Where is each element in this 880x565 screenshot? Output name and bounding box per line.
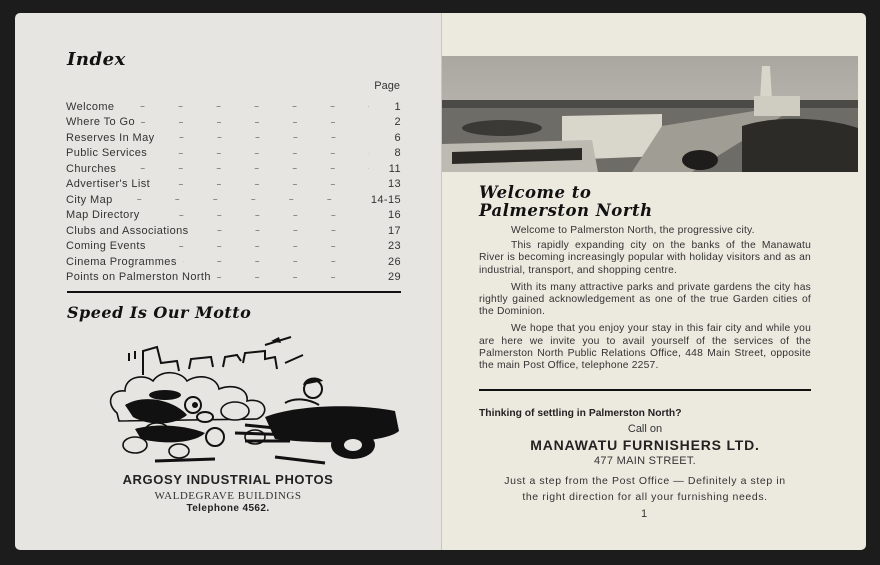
index-entry[interactable] (66, 239, 401, 255)
index-entry-page: 14-15 (370, 193, 401, 206)
index-entry-page: 23 (387, 240, 401, 253)
index-entry-page: 2 (394, 116, 401, 129)
index-entry-page: 6 (394, 131, 401, 144)
page-column-label: Page (374, 80, 400, 92)
right-page (441, 13, 866, 550)
welcome-title (479, 184, 653, 220)
leader-dashes (152, 246, 369, 247)
index-entry-page: 26 (387, 255, 401, 268)
welcome-paragraph: Welcome to Palmerston North, the progressive city. (511, 225, 755, 236)
index-entry[interactable] (66, 270, 401, 286)
index-entry[interactable] (66, 208, 401, 224)
index-entry[interactable] (66, 192, 401, 208)
advert-call-on: Call on (627, 423, 663, 435)
welcome-title-line1: Welcome to (479, 183, 592, 202)
index-entry[interactable] (66, 130, 401, 146)
section-divider (479, 389, 811, 391)
index-entry-label: Advertiser's List (66, 178, 151, 191)
index-entry-label: City Map (66, 193, 113, 206)
leader-dashes (156, 184, 369, 185)
index-entry-label: Public Services (66, 147, 148, 160)
leader-dashes (146, 215, 369, 216)
leader-dashes (119, 199, 365, 200)
welcome-paragraph: We hope that you enjoy your stay in this fair city and while you are here we invite you to avail yourself of the services of the Palmerston North Public Relations Office, 448 Main Street, opposite the main Post Office, telephone 2257. (479, 323, 811, 372)
index-entry-label: Coming Events (66, 240, 146, 253)
advert-question: Thinking of settling in Palmerston North? (479, 408, 682, 419)
index-entry[interactable] (66, 254, 401, 270)
welcome-paragraph: This rapidly expanding city on the banks of the Manawatu River is becoming increasingly popular with holiday visitors and as an industrial, transport, and shopping centre. (479, 240, 811, 276)
leader-dashes (195, 230, 369, 231)
index-entry[interactable] (66, 161, 401, 177)
city-panorama-photo (442, 56, 858, 172)
advertiser-name: MANAWATU FURNISHERS LTD. (530, 437, 760, 453)
index-title: Index (67, 49, 126, 70)
advertiser-name: ARGOSY INDUSTRIAL PHOTOS (122, 472, 334, 487)
advert-tagline-line1: Just a step from the Post Office — Definitely a step in (504, 475, 786, 487)
index-entry-page: 11 (388, 162, 401, 175)
index-entry-label: Where To Go (66, 116, 136, 129)
skyline-illustration (129, 347, 303, 375)
index-entry-label: Reserves In May (66, 131, 155, 144)
leader-dashes (183, 261, 369, 262)
index-entry-label: Welcome (66, 100, 115, 113)
index-entry-label: Churches (66, 162, 117, 175)
advertiser-address: 477 MAIN STREET. (594, 455, 696, 467)
speeding-car-cartoon (95, 333, 405, 468)
index-entry-page: 8 (394, 147, 401, 160)
advertiser-address: WALDEGRAVE BUILDINGS (154, 490, 302, 502)
left-page (15, 13, 441, 550)
index-entry-page: 13 (387, 178, 401, 191)
advert-headline: Speed Is Our Motto (67, 303, 252, 322)
index-entry-label: Points on Palmerston North (66, 271, 211, 284)
index-entry-label: Map Directory (66, 209, 140, 222)
section-divider (67, 291, 401, 293)
advert-tagline-line2: the right direction for all your furnishing needs. (522, 491, 768, 503)
welcome-body (479, 225, 811, 377)
index-entry[interactable] (66, 223, 401, 239)
index-entry-page: 17 (387, 224, 401, 237)
welcome-title-line2: Palmerston North (479, 201, 653, 220)
index-entry[interactable] (66, 99, 401, 115)
index-entry-page: 1 (394, 100, 401, 113)
leader-dashes (161, 137, 369, 138)
welcome-paragraph: With its many attractive parks and private gardens the city has rightly gained acknowledgement as one of the true Garden cities of the Dominion. (479, 281, 811, 318)
leader-dashes (141, 122, 369, 123)
index-entry[interactable] (66, 115, 401, 131)
index-entry-label: Cinema Programmes (66, 255, 177, 268)
advert-tagline (479, 473, 811, 505)
index-list (66, 99, 401, 285)
index-entry-page: 29 (387, 271, 401, 284)
index-entry[interactable] (66, 146, 401, 162)
page-number: 1 (641, 508, 648, 520)
index-entry-label: Clubs and Associations (66, 224, 189, 237)
leader-dashes (217, 277, 369, 278)
index-entry[interactable] (66, 177, 401, 193)
leader-dashes (153, 153, 369, 154)
advertiser-telephone: Telephone 4562. (186, 503, 270, 514)
index-entry-page: 16 (387, 209, 401, 222)
leader-dashes (122, 168, 369, 169)
leader-dashes (120, 106, 369, 107)
